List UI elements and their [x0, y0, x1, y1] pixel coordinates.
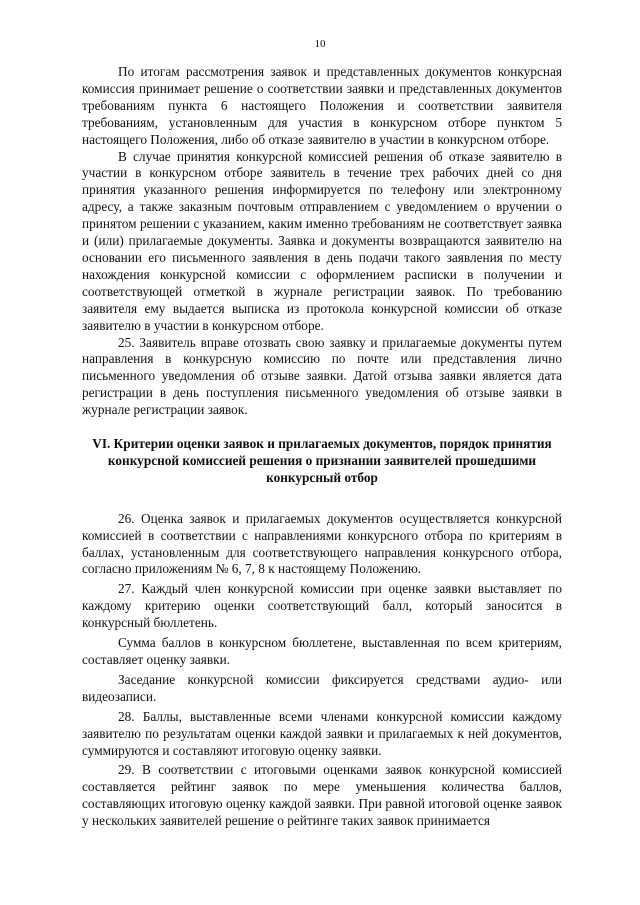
paragraph-26-evaluation: 26. Оценка заявок и прилагаемых документов осуществляется конкурсной комиссией в соответствии с направлениями конкурсного отбора по критериям в баллах, установленным для соответствующего направления конкурсного отбора, согласно приложениям № 6, 7, 8 к настоящему Положению. [82, 510, 562, 577]
paragraph-refusal-notification: В случае принятия конкурсной комиссией решения об отказе заявителю в участии в конкурсном отборе заявитель в течение трех рабочих дней со дня принятия указанного решения информируется по телефону или электронному адресу, а также заказным почтовым отправлением с уведомлением о вручении о принятом решении с указанием, каким именно требованиям не соответствует заявка и (или) прилагаемые документы. Заявка и документы возвращаются заявителю на основании его письменного заявления в день подачи такого заявления по месту нахождения конкурсной комиссии с оформлением расписки в получении и соответствующей отметкой в журнале регистрации заявок. По требованию заявителя ему выдается выписка из протокола конкурсной комиссии об отказе заявителю в участии в конкурсном отборе. [82, 148, 562, 333]
paragraph-27-scoring: 27. Каждый член конкурсной комиссии при оценке заявки выставляет по каждому критерию оценки соответствующий балл, который заносится в конкурсный бюллетень. [82, 581, 562, 631]
paragraph-review-decision: По итогам рассмотрения заявок и представленных документов конкурсная комиссия принимает решение о соответствии заявки и представленных документов требованиям пункта 6 настоящего Положения и соответствии заявителя требованиям, установленным для участия в конкурсном отборе пунктом 5 настоящего Положения, либо об отказе заявителю в участии в конкурсном отборе. [82, 64, 562, 147]
paragraph-25-withdrawal: 25. Заявитель вправе отозвать свою заявку и прилагаемые документы путем направления в конкурсную комиссию по почте или представления лично письменного уведомления об отзыве заявки. Датой отзыва заявки является дата регистрации в день поступления письменного уведомления об отзыве заявки в журнале регистрации заявок. [82, 334, 562, 418]
paragraph-28-totals: 28. Баллы, выставленные всеми членами конкурсной комиссии каждому заявителю по результатам оценки каждой заявки и прилагаемых к ней документов, суммируются и составляют итоговую оценку заявки. [82, 708, 562, 758]
paragraph-recording: Заседание конкурсной комиссии фиксируется средствами аудио- или видеозаписи. [82, 671, 562, 704]
section-heading-vi: VI. Критерии оценки заявок и прилагаемых документов, порядок принятия конкурсной комиссией решения о признании заявителей прошедшими конкурсный отбор [92, 436, 552, 485]
paragraph-29-rating: 29. В соответствии с итоговыми оценками заявок конкурсной комиссией составляется рейтинг заявок по мере уменьшения количества баллов, составляющих итоговую оценку каждой заявки. При равной итоговой оценке заявок у нескольких заявителей решение о рейтинге таких заявок принимается [82, 762, 562, 829]
page-number: 10 [314, 38, 326, 50]
paragraph-score-sum: Сумма баллов в конкурсном бюллетене, выставленная по всем критериям, составляет оценку заявки. [82, 635, 562, 667]
document-body [82, 64, 562, 830]
